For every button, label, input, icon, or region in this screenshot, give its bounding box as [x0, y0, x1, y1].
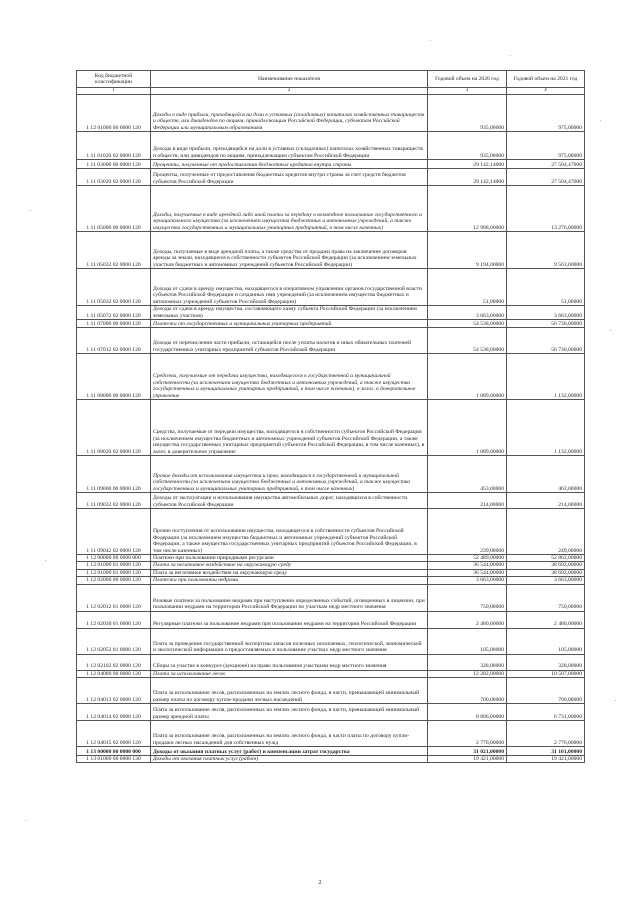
row-code: 1 11 08020 02 0000 120 [77, 400, 151, 456]
row-code: 1 12 02052 01 0000 120 [77, 628, 151, 654]
row-name: Доходы от перечисления части прибыли, остающейся после уплаты налогов и иных обязательных платежей государственных унитарных предприятий субъектов Российской Федерации [151, 328, 428, 354]
row-value-2020: 105,00000 [428, 628, 507, 654]
row-value-2021: 13 276,00000 [507, 186, 585, 232]
row-name: Плата за использование лесов, расположенных на землях лесного фонда, в части платы по договору купли-продажи лесных насаждений для собственных нужд [151, 721, 428, 747]
table-row [77, 160, 585, 169]
row-code: 1 11 05032 02 0000 120 [77, 232, 151, 269]
row-value-2020: 29 142,14000 [428, 160, 507, 169]
row-code: 1 11 09000 00 0000 120 [77, 456, 151, 493]
row-name: Доходы, получаемые в виде арендной либо иной платы за передачу в возмездное пользование государственного и муниципального имущества (за исключением имущества бюджетных и автономных учреждений, а также имущества государственных и муниципальных унитарных предприятий, в том числе казенных) [151, 186, 428, 232]
row-name: Доходы от оказания платных услуг (работ) и компенсации затрат государства [151, 747, 428, 756]
row-value-2021: 463,00000 [507, 456, 585, 493]
row-value-2021: 10 507,00000 [507, 670, 585, 677]
row-code: 1 11 05072 02 0000 120 [77, 306, 151, 320]
row-name: Доходы от сдачи в аренду имущества, находящегося в оперативном управлении органов государственной власти субъектов Российской Федерации и созданных ими учреждений (за исключением имущества бюджетных и автономных учреждений субъектов Российской Федерации) [151, 269, 428, 306]
row-value-2021: 27 504,47000 [507, 160, 585, 169]
row-code: 1 11 01020 02 0000 120 [77, 132, 151, 160]
table-row [77, 678, 585, 704]
row-code: 1 12 00000 00 0000 000 [77, 555, 151, 562]
row-name: Доходы, получаемые в виде арендной платы, а также средства от продажи права на заключение договоров аренды за земли, находящиеся в собственности субъектов Российской Федерации (за исключением земельных участков бюджетных и автономных учреждений субъектов Российской Федерации) [151, 232, 428, 269]
row-name: Доходы от оказания платных услуг (работ) [151, 756, 428, 763]
row-name: Сборы за участие в конкурсе (аукционе) на право пользования участками недр местного значения [151, 654, 428, 670]
row-value-2021: 56 730,00000 [507, 328, 585, 354]
column-number: 3 [428, 88, 507, 95]
row-name: Платежи при пользовании природными ресурсами [151, 555, 428, 562]
row-value-2020: 12 908,00000 [428, 186, 507, 232]
table-row [77, 654, 585, 670]
row-value-2021: 328,00000 [507, 654, 585, 670]
row-name: Доходы в виде прибыли, приходящейся на доли в уставных (складочных) капиталах хозяйственных товариществ и обществ, или дивидендов по акциям, принадлежащим субъектам Российской Федерации [151, 132, 428, 160]
row-value-2021: 975,00000 [507, 95, 585, 132]
table-row [77, 628, 585, 654]
row-value-2021: 6 731,00000 [507, 704, 585, 721]
row-value-2020: 31 021,00000 [428, 747, 507, 756]
row-value-2020: 935,00000 [428, 132, 507, 160]
row-value-2020: 29 142,14000 [428, 169, 507, 186]
table-row [77, 186, 585, 232]
row-name: Плата за проведение государственной экспертизы запасов полезных ископаемых, геологической, экономической и экологической информации о предоставляемых в пользование участках недр местного значения [151, 628, 428, 654]
row-code: 1 11 03020 02 0000 120 [77, 169, 151, 186]
row-value-2021: 27 504,47000 [507, 169, 585, 186]
row-value-2020: 1 089,00000 [428, 354, 507, 400]
table-row [77, 328, 585, 354]
row-name: Прочие поступления от использования имущества, находящегося в собственности субъектов Российской Федерации (за исключением имущества бюджетных и автономных учреждений субъектов Российской Федерации, а также имущества государственных унитарных предприятий субъектов Российской Федерации, в том числе казенных) [151, 509, 428, 555]
table-row [77, 555, 585, 562]
row-code: 1 12 04015 02 0000 120 [77, 721, 151, 747]
row-name: Средства, получаемые от передачи имущества, находящегося в собственности субъектов Российской Федерации (за исключением имущества бюджетных и автономных учреждений субъектов Российской Федерации, а также имущества государственных унитарных предприятий субъектов Российской Федерации, в том числе казенных), в залог, в доверительное управление [151, 400, 428, 456]
row-value-2021: 19 421,00000 [507, 756, 585, 763]
row-value-2020: 2 480,00000 [428, 611, 507, 628]
row-code: 1 11 07000 00 0000 120 [77, 320, 151, 328]
row-name: Регулярные платежи за пользование недрами при пользовании недрами на территории Российской Федерации [151, 611, 428, 628]
row-code: 1 13 01000 00 0000 130 [77, 756, 151, 763]
row-name: Прочие доходы от использования имущества и прав, находящихся в государственной и муниципальной собственности (за исключением имущества бюджетных и автономных учреждений, а также имущества государственных и муниципальных унитарных предприятий, в том числе казенных) [151, 456, 428, 493]
table-row [77, 95, 585, 132]
table-row [77, 562, 585, 569]
row-value-2020: 8 806,00000 [428, 704, 507, 721]
row-code: 1 12 02030 01 0000 120 [77, 611, 151, 628]
row-code: 1 12 02102 02 0000 120 [77, 654, 151, 670]
row-value-2021: 38 692,00000 [507, 569, 585, 576]
row-name: Платежи от государственных и муниципальных унитарных предприятий [151, 320, 428, 328]
row-value-2021: 1 132,00000 [507, 354, 585, 400]
row-value-2020: 214,00000 [428, 493, 507, 509]
row-code: 1 12 01000 00 0000 120 [77, 95, 151, 132]
table-row [77, 269, 585, 306]
row-name: Платежи при пользовании недрами [151, 577, 428, 584]
row-code: 1 11 09042 02 0000 120 [77, 509, 151, 555]
row-name: Плата за использование лесов [151, 670, 428, 677]
table-row [77, 132, 585, 160]
row-value-2021: 56 730,00000 [507, 320, 585, 328]
column-number: 2 [151, 88, 428, 95]
table-row [77, 670, 585, 677]
row-value-2021: 1 132,00000 [507, 400, 585, 456]
row-value-2021: 750,00000 [507, 584, 585, 611]
row-name: Плата за использование лесов, расположенных на землях лесного фонда, в части, превышающей минимальный размер арендной платы [151, 704, 428, 721]
row-value-2020: 700,00000 [428, 678, 507, 704]
table-row [77, 169, 585, 186]
row-name: Доходы от сдачи в аренду имущества, составляющего казну субъекта Российской Федерации (за исключением земельных участков) [151, 306, 428, 320]
table-header-row [77, 71, 585, 88]
row-value-2021: 52 862,00000 [507, 555, 585, 562]
row-value-2020: 453,00000 [428, 456, 507, 493]
row-code: 1 11 08000 00 0000 120 [77, 354, 151, 400]
row-value-2020: 239,00000 [428, 509, 507, 555]
row-value-2021: 51,00000 [507, 269, 585, 306]
row-value-2020: 9 194,00000 [428, 232, 507, 269]
row-value-2021: 3 663,00000 [507, 577, 585, 584]
row-value-2020: 19 421,00000 [428, 756, 507, 763]
row-name: Средства, получаемые от передачи имущества, находящегося в государственной и муниципальной собственности (за исключением имущества бюджетных и автономных учреждений, а также имущества государственных и муниципальных унитарных предприятий, в том числе казенных), в залог, в доверительное управление [151, 354, 428, 400]
row-value-2021: 3 663,00000 [507, 306, 585, 320]
table-row [77, 354, 585, 400]
row-value-2021: 249,00000 [507, 509, 585, 555]
header-year-2021: Годовой объем на 2021 год [507, 71, 585, 88]
row-value-2020: 750,00000 [428, 584, 507, 611]
row-value-2020: 1 089,00000 [428, 400, 507, 456]
table-row [77, 569, 585, 576]
table-body [77, 95, 585, 763]
row-value-2021: 214,00000 [507, 493, 585, 509]
row-value-2020: 54 538,00000 [428, 328, 507, 354]
column-number-row [77, 88, 585, 95]
row-name: Проценты, полученные от предоставления бюджетных кредитов внутри страны [151, 160, 428, 169]
column-number: 1 [77, 88, 151, 95]
row-value-2021: 975,00000 [507, 132, 585, 160]
column-number: 4 [507, 88, 585, 95]
table-row [77, 756, 585, 763]
row-name: Доходы в виде прибыли, приходящейся на доли в уставных (складочных) капиталах хозяйственных товариществ и обществ, или дивидендов по акциям, принадлежащим Российской Федерации, субъектам Российской Федерации или муниципальным образованиям [151, 95, 428, 132]
row-name: Плата за негативное воздействие на окружающую среду [151, 569, 428, 576]
row-code: 1 11 03000 00 0000 120 [77, 160, 151, 169]
row-value-2020: 3 663,00000 [428, 577, 507, 584]
table-row [77, 456, 585, 493]
row-value-2020: 36 544,00000 [428, 562, 507, 569]
row-value-2020: 935,00000 [428, 95, 507, 132]
row-value-2021: 2 776,00000 [507, 721, 585, 747]
row-value-2020: 2 776,00000 [428, 721, 507, 747]
row-value-2021: 700,00000 [507, 678, 585, 704]
row-name: Доходы от эксплуатации и использования имущества автомобильных дорог, находящихся в собственности субъектов Российской Федерации [151, 493, 428, 509]
row-code: 1 13 00000 00 0000 000 [77, 747, 151, 756]
row-value-2021: 9 563,00000 [507, 232, 585, 269]
row-code: 1 11 07012 02 0000 120 [77, 328, 151, 354]
row-code: 1 12 04013 02 0000 120 [77, 678, 151, 704]
table-row [77, 232, 585, 269]
table-row [77, 721, 585, 747]
row-code: 1 12 04000 00 0000 120 [77, 670, 151, 677]
row-value-2020: 12 282,00000 [428, 670, 507, 677]
row-value-2020: 51,00000 [428, 269, 507, 306]
row-name: Плата за использование лесов, расположенных на землях лесного фонда, в части, превышающей минимальный размер платы по договору купли-продажи лесных насаждений [151, 678, 428, 704]
row-value-2021: 31 101,00000 [507, 747, 585, 756]
header-year-2020: Годовой объем на 2020 год [428, 71, 507, 88]
header-code: Код бюджетной классификации [77, 71, 151, 88]
row-name: Разовые платежи за пользование недрами при наступлении определенных событий, оговоренных в лицензии, при пользовании недрами на территории Российской Федерации по участкам недр местного значения [151, 584, 428, 611]
row-code: 1 12 01000 01 0000 120 [77, 562, 151, 569]
revenue-table [76, 70, 585, 763]
row-code: 1 12 04014 02 0000 120 [77, 704, 151, 721]
header-name: Наименование показателя [151, 71, 428, 88]
row-name: Плата за негативное воздействие на окружающую среду [151, 562, 428, 569]
row-value-2020: 3 663,00000 [428, 306, 507, 320]
table-row [77, 747, 585, 756]
table-row [77, 400, 585, 456]
table-row [77, 493, 585, 509]
row-code: 1 12 01000 01 0000 120 [77, 569, 151, 576]
row-code: 1 11 05032 02 0000 120 [77, 269, 151, 306]
row-code: 1 11 09032 02 0000 120 [77, 493, 151, 509]
table-row [77, 704, 585, 721]
row-code: 1 12 02000 00 0000 120 [77, 577, 151, 584]
table-row [77, 306, 585, 320]
row-value-2020: 328,00000 [428, 654, 507, 670]
row-value-2020: 52 489,00000 [428, 555, 507, 562]
page-number: 2 [318, 880, 322, 886]
table-row [77, 577, 585, 584]
table-row [77, 611, 585, 628]
row-value-2021: 2 480,00000 [507, 611, 585, 628]
row-value-2020: 36 544,00000 [428, 569, 507, 576]
row-code: 1 11 05000 00 0000 120 [77, 186, 151, 232]
table-row [77, 509, 585, 555]
row-code: 1 12 02012 01 0000 120 [77, 584, 151, 611]
row-value-2020: 54 538,00000 [428, 320, 507, 328]
row-value-2021: 105,00000 [507, 628, 585, 654]
table-row [77, 584, 585, 611]
row-name: Проценты, полученные от предоставления бюджетных кредитов внутри страны за счет средств бюджетов субъектов Российской Федерации [151, 169, 428, 186]
row-value-2021: 38 692,00000 [507, 562, 585, 569]
table-row [77, 320, 585, 328]
